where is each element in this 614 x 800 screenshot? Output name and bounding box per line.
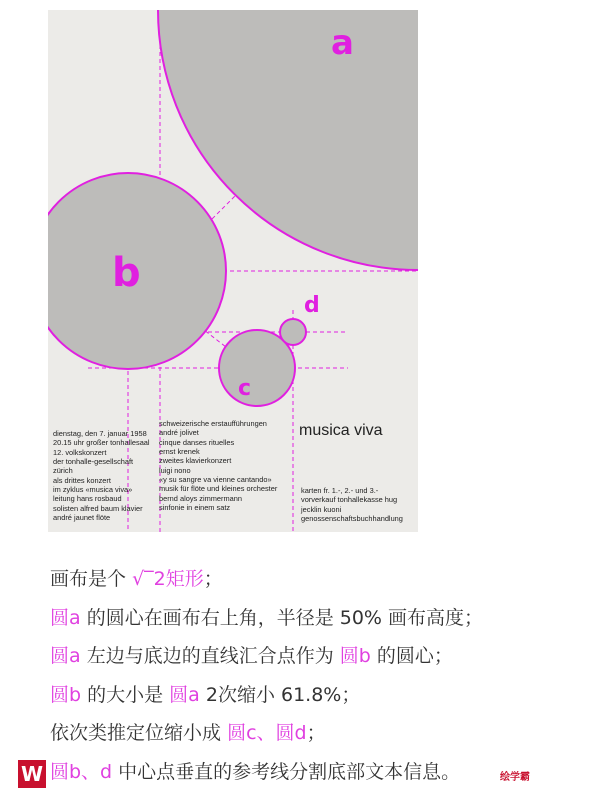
poster-text-line: 20.15 uhr großer tonhallesaal [53, 438, 150, 448]
poster-text-line: der tonhalle-gesellschaft [53, 457, 134, 467]
poster-text-line: sinfonie in einem satz [159, 503, 231, 513]
brand-watermark: 绘学霸 [500, 772, 530, 783]
poster-text-line: im zyklus «musica viva» [53, 485, 133, 495]
circle-d [280, 319, 306, 345]
note-text: 中心点垂直的参考线分割底部文本信息。 [118, 760, 461, 783]
note-highlight: 2矩形 [153, 568, 204, 590]
poster-text-line: karten fr. 1.-, 2.- und 3.- [301, 486, 379, 495]
poster-text-line: «y su sangre va vienne cantando» [159, 475, 272, 485]
note-text: 的圆心在画布右上角，半径是 50% 画布高度； [86, 606, 484, 629]
note-highlight: 圆a [50, 645, 81, 667]
note-text: 左边与底边的直线汇合点作为 [86, 645, 334, 667]
poster-right-column [301, 486, 403, 523]
poster-text-line: luigi nono [159, 465, 191, 475]
note-text: ； [306, 722, 326, 744]
note-line-5 [50, 719, 610, 758]
note-highlight: 圆a [50, 606, 81, 629]
label-b: b [112, 250, 141, 296]
label-c: c [238, 376, 252, 401]
note-highlight: 圆a [169, 683, 200, 706]
poster-middle-column [159, 419, 277, 512]
note-line-2 [50, 604, 610, 643]
poster-text-line: ernst krenek [159, 447, 200, 457]
label-a: a [331, 23, 354, 63]
poster-text-line: genossenschaftsbuchhandlung [301, 514, 403, 524]
poster-text-line: cinque danses rituelles [159, 437, 235, 447]
label-d: d [304, 293, 320, 318]
note-text: ； [203, 568, 223, 590]
note-highlight: 圆b [339, 645, 371, 667]
poster-title: musica viva [299, 422, 383, 439]
poster-text-line: zürich [53, 466, 73, 476]
poster-text-line: schweizerische erstaufführungen [159, 419, 267, 428]
poster-text-line: als drittes konzert [53, 475, 111, 485]
note-text: 2次缩小 61.8%； [205, 683, 361, 706]
poster-text-line: dienstag, den 7. januar 1958 [53, 429, 147, 438]
poster-text-line: solisten alfred baum klavier [53, 503, 143, 513]
note-line-4 [50, 681, 610, 720]
note-text: 依次类推定位缩小成 [50, 722, 222, 744]
poster-text-line: jecklin kuoni [301, 504, 342, 514]
note-line-1 [50, 565, 610, 604]
poster-left-column [53, 429, 150, 522]
note-text: 的圆心； [376, 645, 453, 667]
poster-text-line: musik für flöte und kleines orchester [159, 484, 278, 494]
poster-text-line: andré jolivet [159, 428, 199, 438]
poster-text-line: andré jaunet flöte [53, 513, 111, 523]
note-highlight: 圆c、圆d [227, 722, 307, 744]
note-highlight: 圆b、d [50, 760, 113, 783]
explanation-notes [50, 565, 610, 796]
note-line-3 [50, 642, 610, 681]
poster-text-line: 12. volkskonzert [53, 447, 107, 457]
poster-text-line: bernd aloys zimmermann [159, 493, 242, 503]
note-text: 画布是个 [50, 568, 127, 590]
poster-text-line: leitung hans rosbaud [53, 494, 122, 504]
note-text: 的大小是 [87, 683, 164, 706]
poster-text-line: vorverkauf tonhallekasse hug [301, 495, 398, 505]
note-highlight: 圆b [50, 683, 82, 706]
sqrt-symbol: √‾ [132, 568, 154, 590]
poster-text-line: zweites klavierkonzert [159, 456, 232, 466]
brand-logo: W [18, 760, 46, 788]
